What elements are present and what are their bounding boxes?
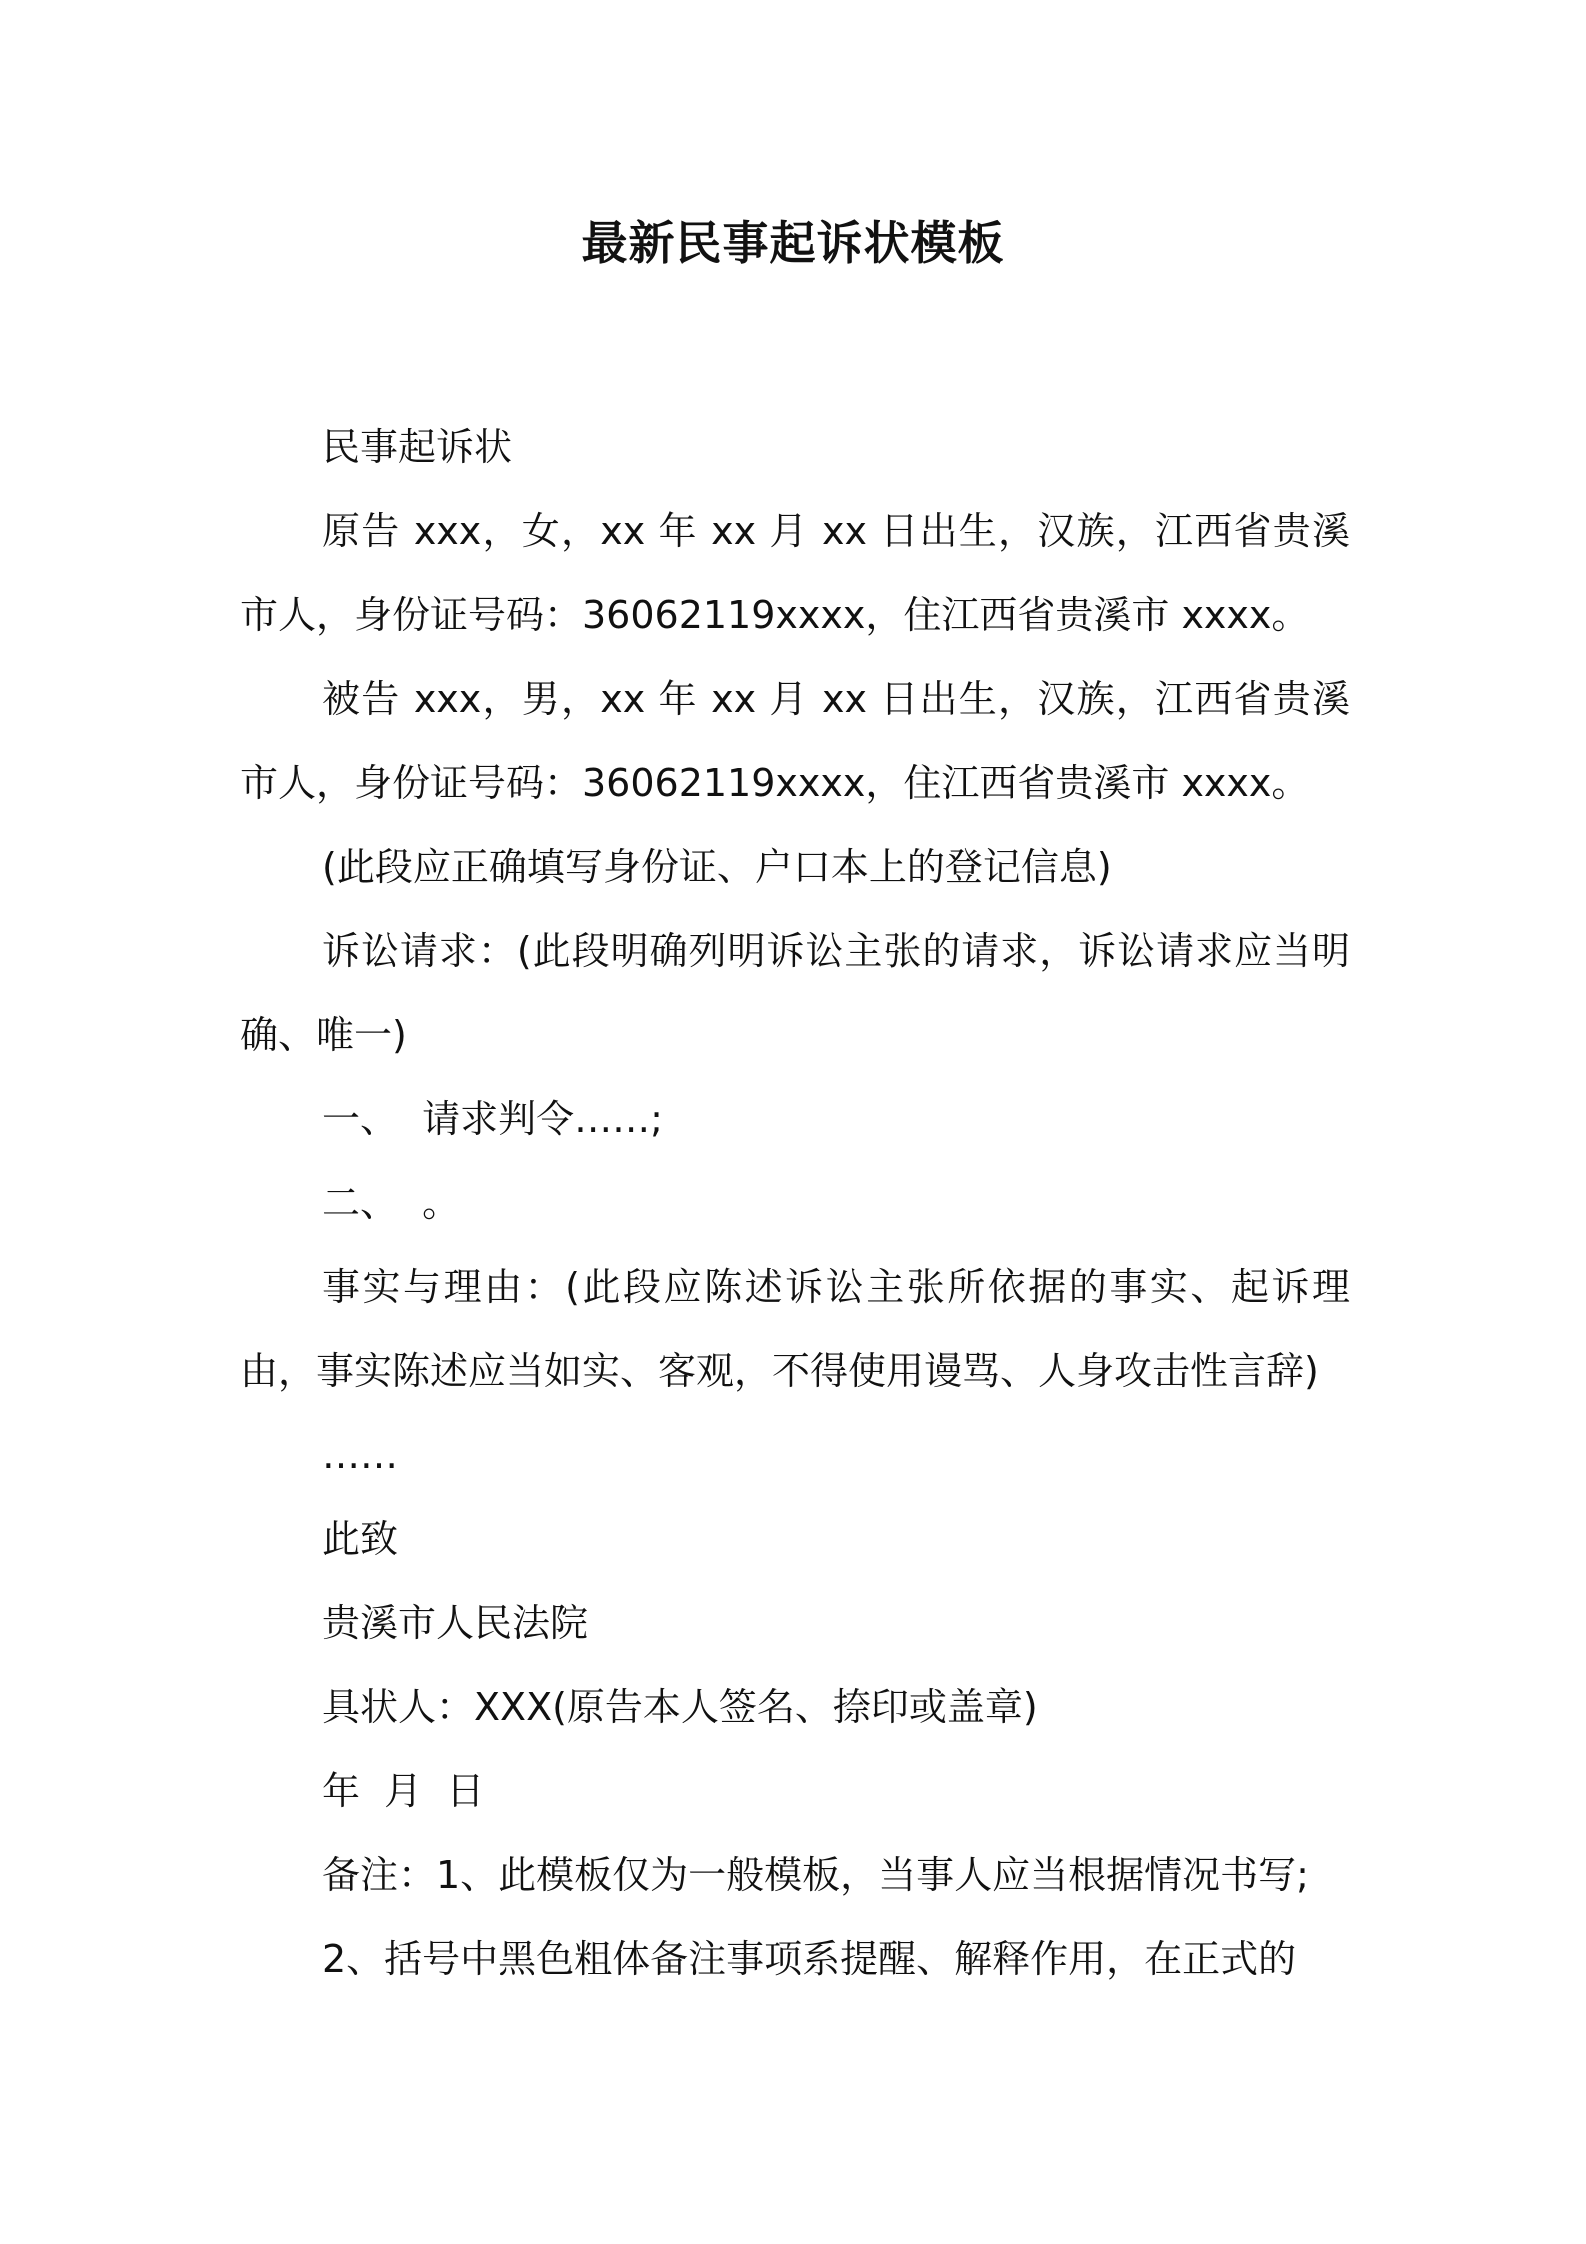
signer-line: 具状人：XXX(原告本人签名、捺印或盖章) <box>322 1685 1038 1729</box>
facts-ellipsis: …… <box>322 1433 398 1477</box>
court-name: 贵溪市人民法院 <box>322 1601 589 1645</box>
claim-item-1: 一、 请求判令……; <box>322 1097 663 1141</box>
plaintiff-info: 原告 xxx，女，xx 年 xx 月 xx 日出生，汉族，江西省贵溪市人，身份证号码：36062119xxxx，住江西省贵溪市 xxxx。 <box>240 509 1350 637</box>
document-title: 最新民事起诉状模板 <box>581 216 1005 270</box>
defendant-info: 被告 xxx，男，xx 年 xx 月 xx 日出生，汉族，江西省贵溪市人，身份证号码：36062119xxxx，住江西省贵溪市 xxxx。 <box>240 677 1350 805</box>
claim-item-2: 二、 。 <box>322 1181 461 1225</box>
claims-heading: 诉讼请求：(此段明确列明诉讼主张的请求，诉讼请求应当明确、唯一) <box>240 929 1350 1057</box>
note-1: 备注：1、此模板仅为一般模板，当事人应当根据情况书写; <box>322 1853 1309 1897</box>
identity-note: (此段应正确填写身份证、户口本上的登记信息) <box>322 845 1112 889</box>
note-2: 2、括号中黑色粗体备注事项系提醒、解释作用，在正式的 <box>322 1937 1297 1981</box>
closing-salutation: 此致 <box>322 1517 399 1561</box>
doc-heading: 民事起诉状 <box>322 425 513 469</box>
document-body <box>240 405 1350 2001</box>
date-line: 年 月 日 <box>322 1769 485 1813</box>
facts-heading: 事实与理由：(此段应陈述诉讼主张所依据的事实、起诉理由，事实陈述应当如实、客观，不得使用谩骂、人身攻击性言辞) <box>240 1265 1350 1393</box>
